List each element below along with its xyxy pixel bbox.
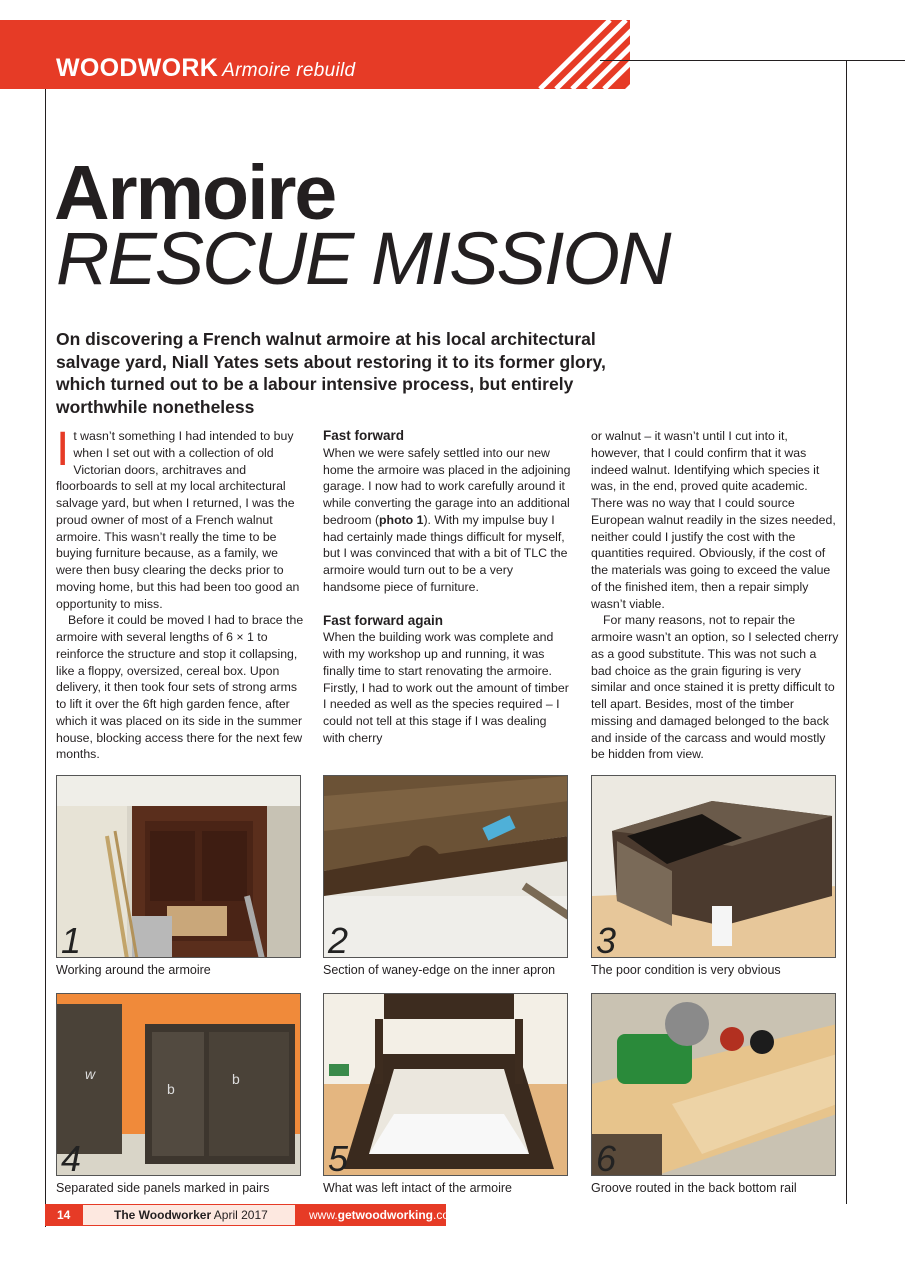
paragraph-text: ). With my impulse buy I had certainly made things difficult for myself, but I was convinced that with a bit of TLC the armoire would turn out to be a very handsome piece of furniture. xyxy=(323,512,568,594)
left-frame-rule xyxy=(45,89,46,1227)
figure-caption: Section of waney-edge on the inner apron xyxy=(323,963,556,977)
header-stripes xyxy=(480,20,680,89)
article-subtitle: RESCUE MISSION xyxy=(56,217,670,300)
subheading: Fast forward again xyxy=(323,612,444,628)
photo-reference: photo 1 xyxy=(379,512,424,527)
url-suffix: .com xyxy=(433,1208,460,1222)
svg-text:b: b xyxy=(167,1081,175,1097)
photo-5 xyxy=(323,993,568,1176)
paragraph: For many reasons, not to repair the armoire wasn’t an option, so I selected cherry as a good substitute. This was not such a bad choice as the grain figuring is very similar and once stained it is pretty difficult to tell apart. Besides, most of the timber missing and damaged belonged to the back and inside of the carcass and would mostly be hidden from view. xyxy=(591,613,839,762)
figure-number: 1 xyxy=(61,920,82,958)
photo-4 xyxy=(56,993,301,1176)
figure-number: 4 xyxy=(61,1138,82,1176)
section-label xyxy=(56,54,355,83)
figure-number: 6 xyxy=(596,1138,617,1176)
svg-text:w: w xyxy=(85,1066,96,1082)
url-domain: getwoodworking xyxy=(337,1208,433,1222)
photo-1 xyxy=(56,775,301,958)
standfirst: On discovering a French walnut armoire at his local architectural salvage yard, Niall Yates sets about restoring it to its former glory, which turned out to be a labour intensive process, but entirely worthwhile nonetheless xyxy=(56,329,606,417)
paragraph: or walnut – it wasn’t until I cut into it, however, that I could confirm that it was indeed walnut. Identifying which species it was, in the end, proved quite academic. There was no way that I could source European walnut readily in the sizes needed, neither could I justify the cost with the quantities required. Obviously, if the cost of the materials was going to exceed the value of the finished item, then a repair simply wasn’t viable. xyxy=(591,429,836,611)
paragraph xyxy=(56,423,304,612)
section-name: WOODWORK xyxy=(56,54,219,82)
subheading: Fast forward xyxy=(323,428,405,443)
magazine-name: The Woodworker xyxy=(114,1208,212,1222)
photo-2 xyxy=(323,775,568,958)
section-topic: Armoire rebuild xyxy=(222,60,356,81)
url-prefix: www. xyxy=(309,1208,338,1222)
article-title: Armoire xyxy=(54,150,336,236)
figure-caption: What was left intact of the armoire xyxy=(323,1181,512,1195)
figure-number: 5 xyxy=(328,1138,349,1176)
body-column-3 xyxy=(591,428,839,763)
page-number: 14 xyxy=(45,1204,82,1226)
paragraph xyxy=(323,445,571,596)
paragraph-text: t wasn’t something I had intended to buy when I set out with a collection of old Victorian doors, architraves and floorboards to sell at my local architectural salvage yard, but when I returned, I was the proud owner of most of a French walnut armoire. This wasn’t really the time to be buying furniture because, as a family, we were then busy clearing the decks prior to moving home, but this had been too good an opportunity to miss. xyxy=(56,429,300,611)
photo-6 xyxy=(591,993,836,1176)
paragraph: When the building work was complete and with my workshop up and running, it was finally time to start renovating the armoire. Firstly, I had to work out the amount of timber I needed as well as the species required – I could not tell at this stage if I was dealing with cherry xyxy=(323,630,569,745)
figure-caption: Working around the armoire xyxy=(56,963,211,977)
header-rule xyxy=(600,60,905,61)
figure-caption: The poor condition is very obvious xyxy=(591,963,781,977)
figure-number: 3 xyxy=(596,920,617,958)
svg-text:b: b xyxy=(232,1071,240,1087)
figure-caption: Groove routed in the back bottom rail xyxy=(591,1181,797,1195)
drop-cap: I xyxy=(56,423,70,476)
body-column-1 xyxy=(56,423,304,763)
body-column-2 xyxy=(323,428,571,747)
magazine-credit xyxy=(82,1204,296,1226)
paragraph-text: When we were safely settled into our new home the armoire was placed in the adjoining garage. I now had to work carefully around it while converting the garage into an additional bedroom ( xyxy=(323,445,571,527)
figure-caption: Separated side panels marked in pairs xyxy=(56,1181,270,1195)
figure-number: 2 xyxy=(328,920,349,958)
photo-3 xyxy=(591,775,836,958)
paragraph: Before it could be moved I had to brace the armoire with several lengths of 6 × 1 to reinforce the structure and stop it collapsing, like a floppy, oversized, cereal box. Upon delivery, it then took four sets of strong arms to lift it over the 6ft high garden fence, after which it was placed on its side in the summer house, blocking access there for the next few months. xyxy=(56,613,304,762)
right-frame-rule xyxy=(846,60,847,1204)
website-link[interactable] xyxy=(296,1204,460,1226)
magazine-issue: April 2017 xyxy=(213,1208,268,1222)
